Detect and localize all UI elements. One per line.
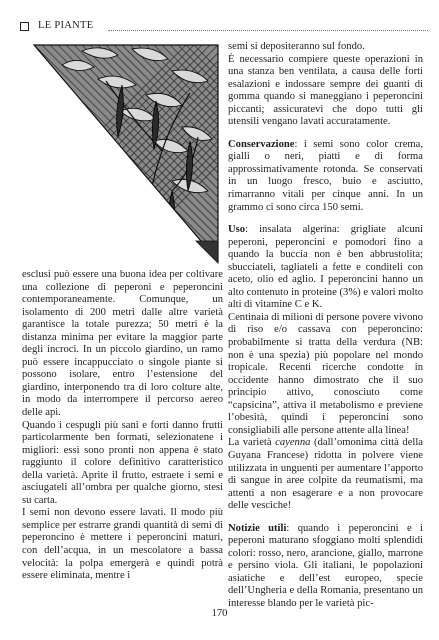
pepper-plant-illustration: [22, 41, 222, 267]
right-intro-line: semi si depositeranno sul fondo.: [228, 41, 365, 52]
header-dotted-rule: [108, 30, 428, 31]
cayenna-italic: cayenna: [275, 437, 311, 449]
header-square-icon: [20, 22, 29, 31]
uso-paragraph-2: Centinaia di milioni di persone povere vivono di riso e/o cassava con peperoncino: probabilmente si tratta della verdura (NB: non è una spezia) più popolare nel mondo tropicale. Recenti ricerche condotte in occidente hanno dimostrato che il suo principio attivo, conosciuto come “capsicina”, attiva il metabolismo e previene l’obesità, quindi i peperoncini sono consigliabili alle persone attente alla linea!: [228, 311, 423, 436]
left-paragraph-3: I semi non devono essere lavati. Il modo più semplice per estrarre grandi quantità di semi di peperoncino è mettere i peperoncini maturi, con dell’acqua, in un mescolatore a bassa velocità: la polpa emergerà e quindi potrà essere eliminata, mentre i: [22, 507, 223, 582]
header-title: LE PIANTE: [38, 20, 94, 31]
running-header: [20, 20, 428, 36]
uso-paragraph: [228, 224, 423, 312]
notizie-paragraph: [228, 523, 423, 611]
uso-p3-pre: La varietà: [228, 437, 276, 449]
notizie-heading: Notizie utili: [228, 522, 287, 534]
conservazione-text: : i semi sono color crema, gialli o neri, piatti e di forma approssimativamente rotonda. Se conservati in un luogo fresco, buio e asciutto, rimarranno vitali per cinque anni. In un grammo ci sono circa 150 semi.: [228, 138, 423, 213]
uso-p3-post: (dall’omonima città della Guyana Francese) ridotta in polvere viene utilizzata in unguenti per aumentare l’apporto di sangue in aree colpite da reumatismi, ma attenti a non esagerare e a non provocare delle vesciche!: [228, 437, 423, 512]
conservazione-paragraph: [228, 139, 423, 214]
uso-heading: Uso: [228, 224, 246, 236]
right-text-column: [228, 41, 423, 611]
uso-paragraph-3: [228, 437, 423, 512]
left-text-column: [22, 269, 223, 583]
conservazione-heading: Conservazione: [228, 138, 295, 150]
uso-text: : insalata algerina: grigliate alcuni peperoni, peperoncini e pomodori fino a quando la buccia non è ben abbrustolita; sbucciateli, tagliateli a fette e conditeli con aceto, olio ed aglio. I peperoncini hanno un alto contenuto in proteine (3%) e valori molto alti di vitamine C e K.: [228, 224, 423, 311]
left-paragraph-2: Quando i cespugli più sani e forti danno frutti particolarmente ben formati, selezionatene i migliori: essi sono pronti non appena è stato raggiunto il colore definitivo caratteristico della varietà. Aprite il frutto, estraete i semi e asciugateli all’ombra per qualche giorno, stesi su carta.: [22, 419, 223, 506]
page-number: 170: [211, 608, 228, 619]
left-paragraph-1: esclusi può essere una buona idea per coltivare una collezione di peperoni e peperoncini contemporaneamente. Comunque, un isolamento di 200 metri dalle altre varietà garantisce la totale purezza; 50 metri è la distanza minima per evitare la maggior parte degli incroci. In un piccolo giardino, un ramo può essere incappucciato o singole piante si possono isolare, entro l’estensione del giardino, interponendo tra di loro colture alte, in modo da interrompere il percorso aereo delle api.: [22, 269, 223, 419]
right-intro-paragraph: È necessario compiere queste operazioni in una stanza ben ventilata, a causa delle forti esalazioni e indossare sempre dei guanti di gomma quando si maneggiano i peperoncini piccanti; assicuratevi che dopo tutti gli utensili vengano lavati accuratamente.: [228, 53, 423, 128]
notizie-text: : quando i peperoncini e i peperoni maturano sfoggiano molti splendidi colori: rosso, nero, arancione, giallo, marrone e persino viola. Gli italiani, le popolazioni asiatiche e dell’est europeo, specie dell’Ungheria e della Romania, presentano un interesse blando per le varietà pic-: [228, 522, 423, 609]
